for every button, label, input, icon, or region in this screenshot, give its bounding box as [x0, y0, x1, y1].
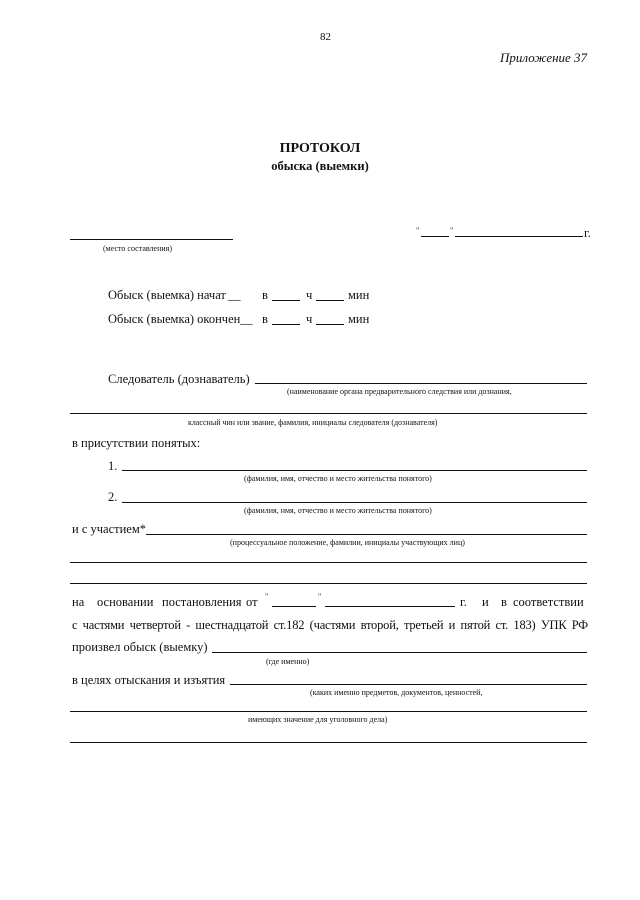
- appendix-label: Приложение 37: [500, 50, 588, 65]
- basis-month-field[interactable]: [325, 606, 455, 607]
- purpose-caption-2: имеющих значение для уголовного дела): [248, 715, 388, 724]
- date-month-field[interactable]: [455, 236, 583, 237]
- basis-day-field[interactable]: [272, 606, 316, 607]
- document-subtitle: обыска (выемки): [271, 159, 369, 173]
- witness-1-field[interactable]: [122, 470, 587, 471]
- search-start-label: Обыск (выемка) начат: [108, 288, 226, 302]
- page-number: 82: [320, 31, 331, 43]
- purpose-field-2[interactable]: [70, 711, 587, 712]
- date-close-quote: ": [450, 226, 454, 235]
- search-start-hours-label: ч: [306, 288, 313, 302]
- purpose-label: в целях отыскания и изъятия: [72, 673, 226, 687]
- search-end-hours-field[interactable]: [272, 324, 300, 325]
- participants-field-2[interactable]: [70, 562, 587, 563]
- place-field[interactable]: [70, 239, 233, 240]
- purpose-caption-1: (каких именно предметов, документов, ценностей,: [310, 688, 483, 697]
- basis-close-quote: ": [318, 592, 322, 601]
- investigator-caption-1: (наименование органа предварительного следствия или дознания,: [287, 387, 512, 396]
- search-location-field[interactable]: [212, 652, 587, 653]
- basis-word-5: г.: [460, 595, 467, 609]
- basis-word-1: на: [72, 595, 85, 609]
- search-location-caption: (где именно): [266, 657, 310, 666]
- witness-1-caption: (фамилия, имя, отчество и место жительства понятого): [244, 474, 432, 483]
- basis-word-7: в: [501, 595, 507, 609]
- place-caption: (место составления): [103, 244, 172, 253]
- date-day-field[interactable]: [421, 236, 449, 237]
- date-open-quote: ": [416, 226, 420, 235]
- search-end-minutes-field[interactable]: [316, 324, 344, 325]
- purpose-field-3[interactable]: [70, 742, 587, 743]
- basis-word-3: постановления: [162, 595, 242, 609]
- basis-open-quote: ": [265, 592, 269, 601]
- search-start-minutes-field[interactable]: [316, 300, 344, 301]
- witness-2-field[interactable]: [122, 502, 587, 503]
- search-start-at: в: [262, 288, 268, 302]
- document-title: ПРОТОКОЛ: [279, 141, 361, 156]
- participants-field[interactable]: [146, 534, 587, 535]
- search-start-suffix: __: [228, 288, 241, 302]
- investigator-field[interactable]: [255, 383, 587, 384]
- witness-1-number: 1.: [108, 459, 118, 473]
- search-end-minutes-label: мин: [348, 312, 370, 326]
- search-start-hours-field[interactable]: [272, 300, 300, 301]
- investigator-caption-2: классный чин или звание, фамилия, инициалы следователя (дознавателя): [188, 418, 438, 427]
- witnesses-label: в присутствии понятых:: [72, 436, 201, 450]
- basis-word-8: соответствии: [513, 595, 584, 609]
- purpose-field[interactable]: [230, 684, 587, 685]
- basis-word-2: основании: [97, 595, 154, 609]
- participants-field-3[interactable]: [70, 583, 587, 584]
- search-start-minutes-label: мин: [348, 288, 370, 302]
- participants-label: и с участием*: [72, 522, 146, 536]
- investigator-label: Следователь (дознаватель): [108, 372, 250, 386]
- basis-word-4: от: [246, 595, 258, 609]
- investigator-field-2[interactable]: [70, 413, 587, 414]
- search-end-suffix: __: [240, 312, 253, 326]
- basis-word-6: и: [482, 595, 489, 609]
- participants-caption: (процессуальное положение, фамилии, инициалы участвующих лиц): [230, 538, 465, 547]
- witness-2-caption: (фамилия, нмя, отчество и место жительства понятого): [244, 506, 432, 515]
- witness-2-number: 2.: [108, 490, 118, 504]
- basis-line-3: произвел обыск (выемку): [72, 640, 208, 654]
- basis-line-2: с частями четвертой - шестнадцатой ст.182 (частями второй, третьей и пятой ст. 183) УПК РФ: [72, 618, 588, 632]
- search-end-label: Обыск (выемка) окончен: [108, 312, 241, 326]
- date-year-suffix: г.: [584, 226, 591, 240]
- search-end-at: в: [262, 312, 268, 326]
- search-end-hours-label: ч: [306, 312, 313, 326]
